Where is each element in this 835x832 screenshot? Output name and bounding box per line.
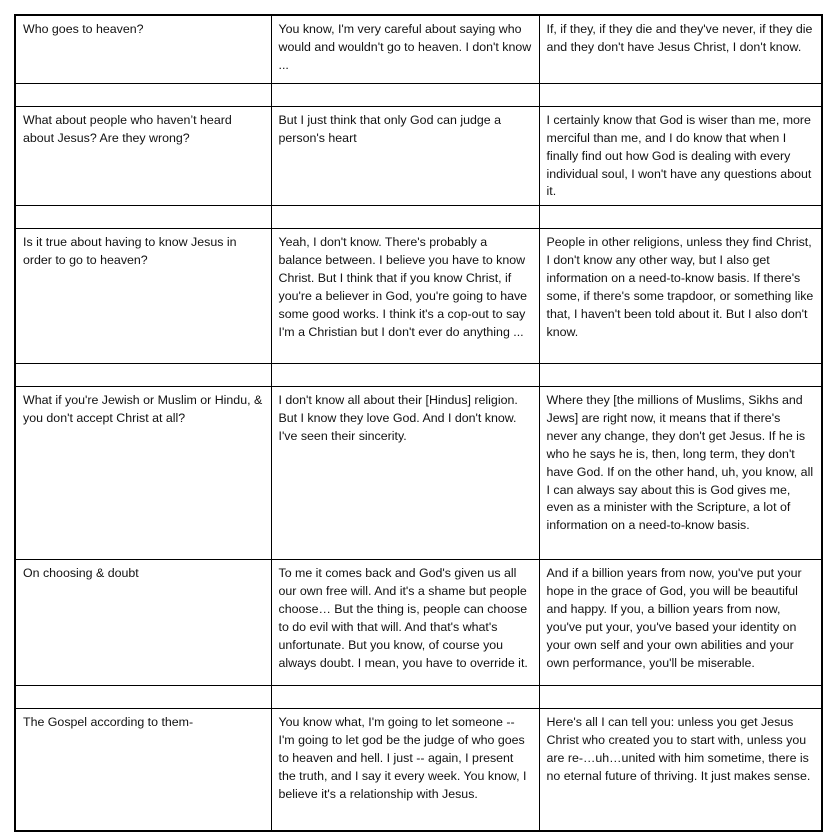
- interview-comparison-table: [14, 14, 823, 832]
- table-spacer-row: [15, 364, 822, 387]
- spacer-cell: [271, 686, 539, 709]
- response-a-cell: To me it comes back and God's given us all our own free will. And it's a shame but people choose… But the thing is, people can choose to do evil with that will. And that's what's unfortunate. But you know, of course you always doubt. I mean, you have to override it.: [271, 560, 539, 686]
- table-row: [15, 15, 822, 84]
- spacer-cell: [271, 84, 539, 107]
- spacer-cell: [271, 364, 539, 387]
- spacer-cell: [15, 686, 271, 709]
- table-spacer-row: [15, 686, 822, 709]
- table-row: [15, 107, 822, 206]
- response-a-cell: You know, I'm very careful about saying who would and wouldn't go to heaven. I don't know ...: [271, 15, 539, 84]
- spacer-cell: [539, 84, 822, 107]
- response-b-cell: I certainly know that God is wiser than me, more merciful than me, and I do know that when I finally find out how God is dealing with every individual soul, I won't have any questions about it.: [539, 107, 822, 206]
- table-row: [15, 709, 822, 832]
- table-row: [15, 387, 822, 560]
- response-a-cell: I don't know all about their [Hindus] religion. But I know they love God. And I don't know. I've seen their sincerity.: [271, 387, 539, 560]
- topic-cell: On choosing & doubt: [15, 560, 271, 686]
- table-spacer-row: [15, 206, 822, 229]
- response-a-cell: But I just think that only God can judge a person's heart: [271, 107, 539, 206]
- topic-cell: What about people who haven’t heard about Jesus? Are they wrong?: [15, 107, 271, 206]
- response-b-cell: If, if they, if they die and they've never, if they die and they don't have Jesus Christ, I don't know.: [539, 15, 822, 84]
- topic-cell: Is it true about having to know Jesus in order to go to heaven?: [15, 229, 271, 364]
- topic-cell: The Gospel according to them-: [15, 709, 271, 832]
- table-spacer-row: [15, 84, 822, 107]
- table-row: [15, 560, 822, 686]
- table-row: [15, 229, 822, 364]
- spacer-cell: [271, 206, 539, 229]
- spacer-cell: [539, 364, 822, 387]
- response-b-cell: Here's all I can tell you: unless you get Jesus Christ who created you to start with, unless you are re-…uh…united with him sometime, there is no eternal future of thriving. It just makes sense.: [539, 709, 822, 832]
- spacer-cell: [15, 364, 271, 387]
- response-a-cell: You know what, I'm going to let someone -- I'm going to let god be the judge of who goes to heaven and hell. I just -- again, I present the truth, and I say it every week. You know, I believe it's a relationship with Jesus.: [271, 709, 539, 832]
- topic-cell: Who goes to heaven?: [15, 15, 271, 84]
- spacer-cell: [539, 686, 822, 709]
- response-a-cell: Yeah, I don't know. There's probably a balance between. I believe you have to know Christ. But I think that if you know Christ, if you're a believer in God, you're going to have some good works. I think it's a cop-out to say I'm a Christian but I don't ever do anything ...: [271, 229, 539, 364]
- spacer-cell: [15, 84, 271, 107]
- spacer-cell: [15, 206, 271, 229]
- response-b-cell: Where they [the millions of Muslims, Sikhs and Jews] are right now, it means that if there's never any change, they don't get Jesus. If he is who he says he is, then, long term, they don't have God. If on the other hand, uh, you know, all I can always say about this is God gives me, even as a minister with the Scripture, a lot of information on a need-to-know basis.: [539, 387, 822, 560]
- spacer-cell: [539, 206, 822, 229]
- table-body: [15, 15, 822, 831]
- topic-cell: What if you're Jewish or Muslim or Hindu, & you don't accept Christ at all?: [15, 387, 271, 560]
- response-b-cell: And if a billion years from now, you've put your hope in the grace of God, you will be beautiful and happy. If you, a billion years from now, you've put your, you've based your identity on your own self and your own abilities and your own performance, you'll be miserable.: [539, 560, 822, 686]
- response-b-cell: People in other religions, unless they find Christ, I don't know any other way, but I also get information on a need-to-know basis. If there's some, if there's some trapdoor, or something like that, I haven't been told about it. But I also don't know.: [539, 229, 822, 364]
